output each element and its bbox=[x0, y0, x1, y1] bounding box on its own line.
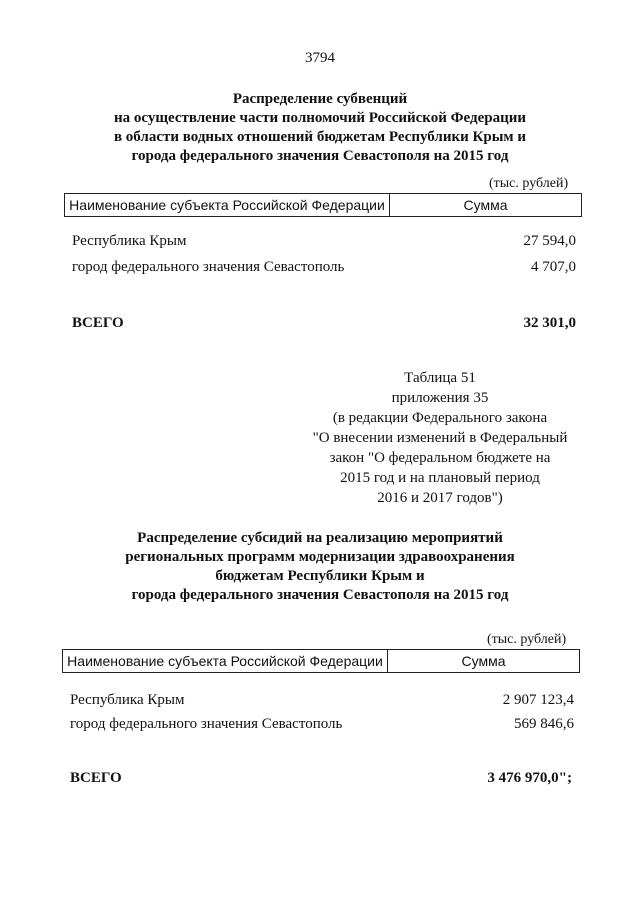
appendix-note bbox=[300, 368, 580, 508]
section2-row bbox=[70, 716, 574, 733]
section2-title-line: бюджетам Республики Крым и bbox=[215, 568, 425, 584]
section2-table-header bbox=[62, 649, 580, 673]
appendix-note-line: приложения 35 bbox=[391, 390, 489, 406]
row-value: 569 846,6 bbox=[514, 716, 574, 732]
section1-title bbox=[60, 90, 580, 166]
row-name: Республика Крым bbox=[70, 692, 185, 708]
row-name: город федерального значения Севастополь bbox=[70, 716, 343, 732]
section2-header-sum: Сумма bbox=[461, 653, 506, 669]
row-value: 4 707,0 bbox=[531, 259, 576, 275]
section2-unit: (тыс. рублей) bbox=[487, 632, 567, 647]
section1-total-row bbox=[72, 315, 576, 332]
section1-header-name: Наименование субъекта Российской Федерации bbox=[65, 194, 390, 216]
section1-title-line: города федерального значения Севастополя на 2015 год bbox=[131, 148, 509, 164]
row-value: 27 594,0 bbox=[523, 233, 576, 249]
row-value: 2 907 123,4 bbox=[502, 692, 574, 708]
section1-title-line: Распределение субвенций bbox=[232, 91, 408, 107]
section2-row bbox=[70, 692, 574, 709]
total-label: ВСЕГО bbox=[70, 770, 122, 786]
section2-title bbox=[60, 529, 580, 605]
section2-title-line: Распределение субсидий на реализацию мероприятий bbox=[137, 530, 503, 546]
total-value: 3 476 970,0"; bbox=[487, 770, 572, 786]
section2-title-line: города федерального значения Севастополя на 2015 год bbox=[131, 587, 509, 603]
appendix-note-line: 2016 и 2017 годов") bbox=[377, 490, 503, 506]
appendix-note-line: Таблица 51 bbox=[404, 370, 476, 386]
section1-row bbox=[72, 233, 576, 250]
page-number: 3794 bbox=[305, 50, 335, 66]
section1-title-line: в области водных отношений бюджетам Республики Крым и bbox=[113, 129, 527, 145]
section1-table-header bbox=[64, 193, 582, 217]
appendix-note-line: закон "О федеральном бюджете на bbox=[329, 450, 551, 466]
row-name: город федерального значения Севастополь bbox=[72, 259, 345, 275]
section1-row bbox=[72, 259, 576, 276]
total-value: 32 301,0 bbox=[523, 315, 576, 331]
section2-total-row bbox=[70, 770, 572, 787]
section1-header-sum: Сумма bbox=[463, 197, 508, 213]
appendix-note-line: "О внесении изменений в Федеральный bbox=[312, 430, 568, 446]
appendix-note-line: 2015 год и на плановый период bbox=[340, 470, 540, 486]
total-label: ВСЕГО bbox=[72, 315, 124, 331]
section2-header-name: Наименование субъекта Российской Федерации bbox=[63, 650, 388, 672]
appendix-note-line: (в редакции Федерального закона bbox=[332, 410, 548, 426]
section2-title-line: региональных программ модернизации здравоохранения bbox=[125, 549, 515, 565]
row-name: Республика Крым bbox=[72, 233, 187, 249]
section1-unit: (тыс. рублей) bbox=[489, 176, 569, 191]
section1-title-line: на осуществление части полномочий Российской Федерации bbox=[113, 110, 527, 126]
